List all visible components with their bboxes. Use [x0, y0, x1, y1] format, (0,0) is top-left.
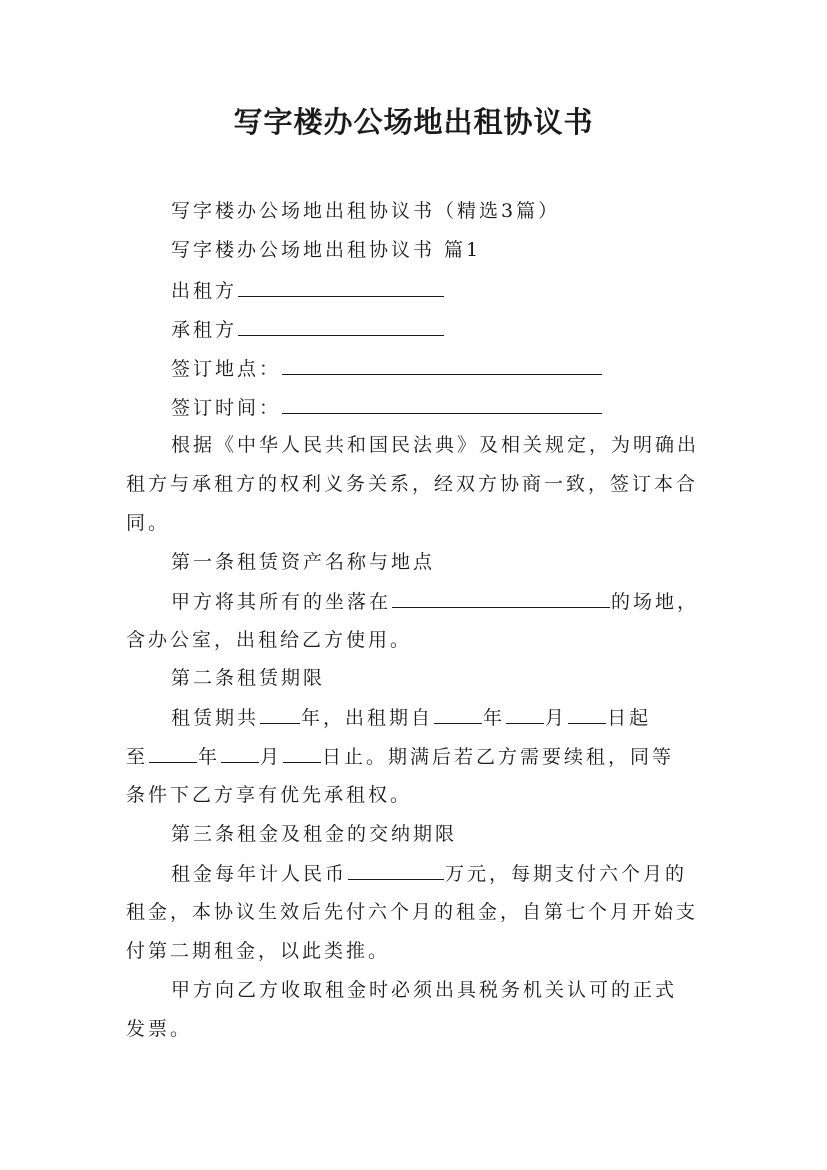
signing-time-blank — [282, 393, 602, 414]
lessor-label: 出租方 — [171, 280, 238, 302]
start-day-blank — [568, 703, 606, 724]
end-year-blank — [149, 742, 197, 763]
paragraph-line: 付第二期租金，以此类推。 — [126, 940, 391, 962]
paragraph-line: 租方与承租方的权利义务关系，经双方协商一致，签订本合 — [126, 473, 699, 495]
text-segment: 万元，每期支付六个月的 — [445, 863, 688, 885]
rent-amount-blank — [348, 859, 444, 880]
end-month-blank — [221, 742, 259, 763]
article-1-heading: 第一条租赁资产名称与地点 — [171, 551, 436, 573]
article-2-heading: 第二条租赁期限 — [171, 667, 326, 689]
text-segment: 租金每年计人民币 — [171, 863, 348, 885]
paragraph-line: 租金，本协议生效后先付六个月的租金，自第七个月开始支 — [126, 901, 699, 923]
signing-place-label: 签订地点： — [171, 358, 282, 380]
paragraph-line: 根据《中华人民共和国民法典》及相关规定，为明确出 — [171, 434, 700, 456]
section-heading: 写字楼办公场地出租协议书 篇1 — [171, 239, 482, 261]
text-segment: 甲方将其所有的坐落在 — [171, 591, 392, 613]
text-segment: 年 — [198, 746, 221, 768]
end-day-blank — [283, 742, 321, 763]
lessee-line — [171, 315, 445, 344]
lessor-line — [171, 276, 445, 305]
lessor-blank — [238, 276, 444, 297]
article-3-line — [171, 859, 687, 888]
text-segment: 月 — [260, 746, 283, 768]
text-segment: 日起 — [607, 707, 652, 729]
start-year-blank — [434, 703, 482, 724]
text-segment: 日止。期满后若乙方需要续租，同等 — [322, 746, 675, 768]
document-title: 写字楼办公场地出租协议书 — [233, 105, 594, 139]
lessee-label: 承租方 — [171, 319, 238, 341]
text-segment: 年 — [483, 707, 506, 729]
signing-place-blank — [282, 354, 602, 375]
text-segment: 年，出租期自 — [301, 707, 434, 729]
article-2-line — [126, 742, 674, 771]
location-blank — [392, 587, 610, 608]
paragraph-line: 发票。 — [126, 1018, 193, 1040]
paragraph-line: 甲方向乙方收取租金时必须出具税务机关认可的正式 — [171, 979, 678, 1001]
article-1-line — [171, 587, 699, 616]
article-2-line — [171, 703, 651, 732]
signing-time-label: 签订时间： — [171, 397, 282, 419]
text-segment: 月 — [545, 707, 568, 729]
signing-time-line — [171, 393, 603, 422]
term-years-blank — [260, 703, 300, 724]
signing-place-line — [171, 354, 603, 383]
article-3-heading: 第三条租金及租金的交纳期限 — [171, 823, 458, 845]
text-segment: 至 — [126, 746, 149, 768]
text-segment: 租赁期共 — [171, 707, 260, 729]
paragraph-line: 条件下乙方享有优先承租权。 — [126, 784, 413, 806]
paragraph-line: 含办公室，出租给乙方使用。 — [126, 629, 413, 651]
start-month-blank — [506, 703, 544, 724]
lessee-blank — [238, 315, 444, 336]
paragraph-line: 同。 — [126, 512, 171, 534]
subtitle-line: 写字楼办公场地出租协议书（精选3篇） — [171, 200, 561, 222]
text-segment: 的场地， — [611, 591, 700, 613]
